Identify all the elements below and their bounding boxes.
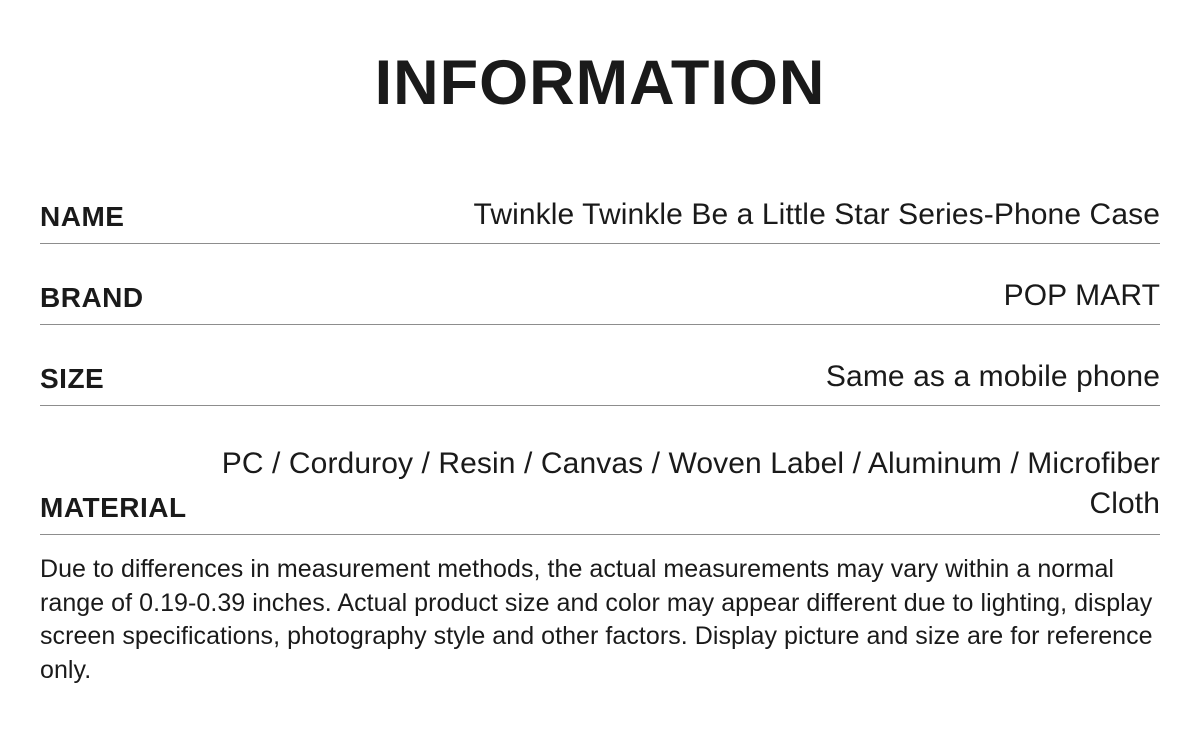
row-value-material: PC / Corduroy / Resin / Canvas / Woven Label / Aluminum / Microfiber Cloth — [221, 447, 1160, 521]
row-value-name: Twinkle Twinkle Be a Little Star Series-Phone Case — [473, 197, 1160, 231]
row-label-material: MATERIAL — [40, 491, 187, 523]
table-row — [40, 163, 1160, 244]
table-row — [40, 406, 1160, 535]
row-label-name: NAME — [40, 200, 125, 232]
disclaimer-text: Due to differences in measurement methods, the actual measurements may vary within a normal range of 0.19-0.39 inches. Actual product size and color may appear different due to lighting, display screen specifications, photography style and other factors. Display picture and size are for reference only. — [40, 555, 1153, 684]
table-row — [40, 244, 1160, 325]
row-label-brand: BRAND — [40, 281, 144, 313]
row-value-size: Same as a mobile phone — [825, 359, 1160, 393]
information-table — [40, 163, 1160, 535]
row-label-size: SIZE — [40, 362, 105, 394]
row-value-brand: POP MART — [1003, 278, 1160, 312]
page-title: INFORMATION — [374, 48, 826, 118]
table-row — [40, 325, 1160, 406]
